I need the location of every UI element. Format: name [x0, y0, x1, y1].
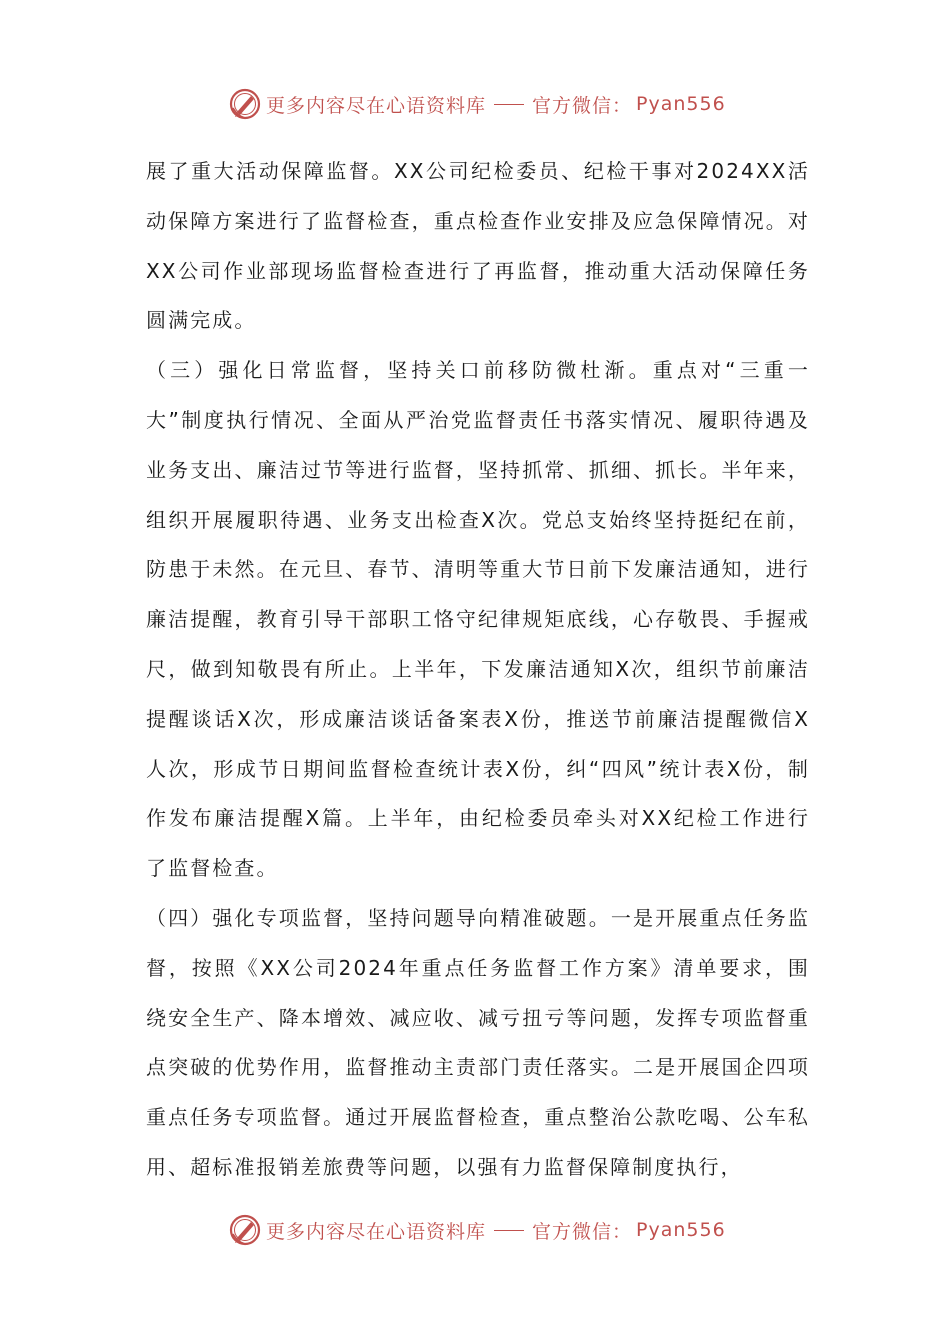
paragraph-special-supervision: （四）强化专项监督，坚持问题导向精准破题。一是开展重点任务监督，按照《XX公司2024年重点任务监督工作方案》清单要求，围绕安全生产、降本增效、减应收、减亏扭亏等问题，发挥专项监督重点突破的优势作用，监督推动主责部门责任落实。二是开展国企四项重点任务专项监督。通过开展监督检查，重点整治公款吃喝、公车私用、超标准报销差旅费等问题，以强有力监督保障制度执行，	[146, 905, 810, 1179]
watermark-separator	[494, 1230, 524, 1231]
header-watermark	[228, 86, 726, 122]
watermark-wechat-id: Pyan556	[636, 93, 726, 115]
paragraph-daily-supervision: （三）强化日常监督，坚持关口前移防微杜渐。重点对“三重一大”制度执行情况、全面从严治党监督责任书落实情况、履职待遇及业务支出、廉洁过节等进行监督，坚持抓常、抓细、抓长。半年来，组织开展履职待遇、业务支出检查X次。党总支始终坚持挺纪在前，防患于未然。在元旦、春节、清明等重大节日前下发廉洁通知，进行廉洁提醒，教育引导干部职工恪守纪律规矩底线，心存敬畏、手握戒尺，做到知敬畏有所止。上半年，下发廉洁通知X次，组织节前廉洁提醒谈话X次，形成廉洁谈话备案表X份，推送节前廉洁提醒微信X人次，形成节日期间监督检查统计表X份，纠“四风”统计表X份，制作发布廉洁提醒X篇。上半年，由纪检委员牵头对XX纪检工作进行了监督检查。	[146, 358, 810, 881]
pen-logo-icon	[228, 87, 262, 121]
paragraph-activity-support: 展了重大活动保障监督。XX公司纪检委员、纪检干事对2024XX活动保障方案进行了监督检查，重点检查作业安排及应急保障情况。对XX公司作业部现场监督检查进行了再监督，推动重大活动保障任务圆满完成。	[146, 159, 810, 333]
watermark-wechat-id: Pyan556	[636, 1219, 726, 1241]
pen-logo-icon	[228, 1213, 262, 1247]
watermark-wechat-label: 官方微信：	[532, 1220, 633, 1243]
document-body	[146, 147, 810, 1193]
watermark-separator	[494, 104, 524, 105]
watermark-brand-text: 更多内容尽在心语资料库	[266, 1220, 487, 1243]
watermark-wechat-label: 官方微信：	[532, 94, 633, 117]
watermark-brand-text: 更多内容尽在心语资料库	[266, 94, 487, 117]
footer-watermark	[228, 1212, 726, 1248]
